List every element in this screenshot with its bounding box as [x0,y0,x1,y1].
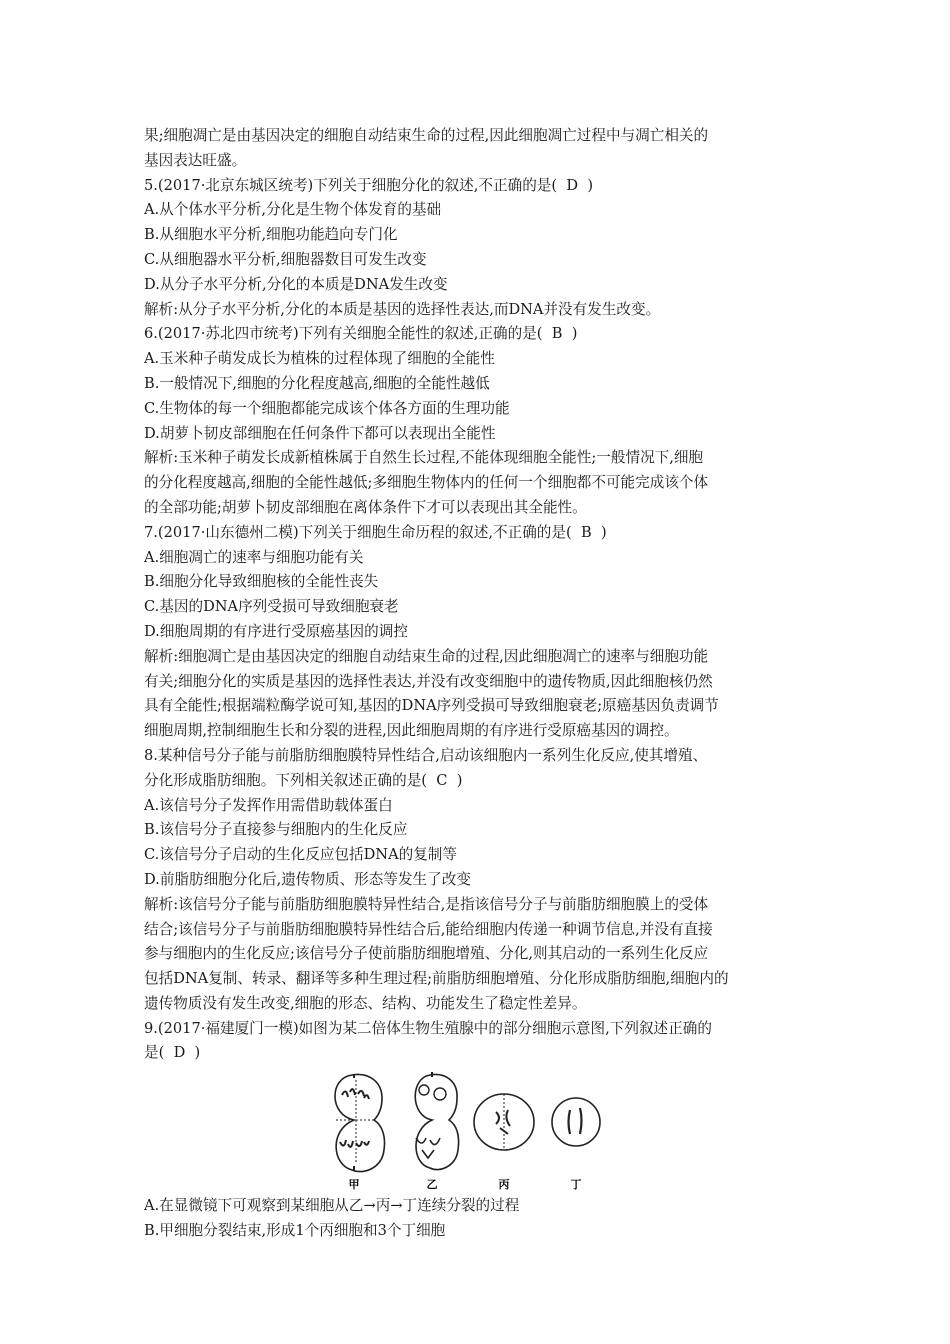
text-line: B.细胞分化导致细胞核的全能性丧失 [144,573,379,591]
text-line: 具有全能性;根据端粒酶学说可知,基因的DNA序列受损可导致细胞衰老;原癌基因负责调节 [144,697,719,715]
figure-label-jia: 甲 [348,1178,360,1192]
text-line: D.前脂肪细胞分化后,遗传物质、形态等发生了改变 [144,870,471,888]
text-line: 解析:该信号分子能与前脂肪细胞膜特异性结合,是指该信号分子与前脂肪细胞膜上的受体 [144,895,709,913]
text-line: 是( D ) [144,1044,201,1062]
cell-yi [415,1072,458,1170]
text-line: 包括DNA复制、转录、翻译等多种生理过程;前脂肪细胞增殖、分化形成脂肪细胞,细胞内的 [144,970,729,988]
text-line: 的分化程度越高,细胞的全能性越低;多细胞生物体内的任何一个细胞都不可能完成该个体 [144,474,709,492]
text-line: 解析:细胞凋亡是由基因决定的细胞自动结束生命的过程,因此细胞凋亡的速率与细胞功能 [144,647,709,665]
figure-label-bing: 丙 [498,1178,510,1192]
text-line: 分化形成脂肪细胞。下列相关叙述正确的是( C ) [144,771,463,789]
text-line: 细胞周期,控制细胞生长和分裂的进程,因此细胞周期的有序进行受原癌基因的调控。 [144,722,679,740]
text-line: D.从分子水平分析,分化的本质是DNA发生改变 [144,275,448,293]
cell-division-figure [144,1070,812,1192]
text-line: 解析:从分子水平分析,分化的本质是基因的选择性表达,而DNA并没有发生改变。 [144,300,661,318]
text-line: A.从个体水平分析,分化是生物个体发育的基础 [144,201,442,219]
text-line: C.基因的DNA序列受损可导致细胞衰老 [144,598,399,616]
text-line: C.从细胞器水平分析,细胞器数目可发生改变 [144,250,427,268]
text-line: 8.某种信号分子能与前脂肪细胞膜特异性结合,启动该细胞内一系列生化反应,使其增殖、 [144,746,708,764]
figure-label-ding: 丁 [570,1178,582,1192]
text-line: A.玉米种子萌发成长为植株的过程体现了细胞的全能性 [144,350,495,368]
text-line: 遗传物质没有发生改变,细胞的形态、结构、功能发生了稳定性差异。 [144,994,587,1012]
text-line: B.该信号分子直接参与细胞内的生化反应 [144,821,408,839]
text-line: 6.(2017·苏北四市统考)下列有关细胞全能性的叙述,正确的是( B ) [144,325,578,343]
text-line: 7.(2017·山东德州二模)下列关于细胞生命历程的叙述,不正确的是( B ) [144,523,607,541]
text-line: B.一般情况下,细胞的分化程度越高,细胞的全能性越低 [144,374,490,392]
text-line: D.细胞周期的有序进行受原癌基因的调控 [144,622,408,640]
question-options-block [144,1194,812,1244]
cell-jia [335,1074,385,1172]
text-line: C.该信号分子启动的生化反应包括DNA的复制等 [144,846,457,864]
text-line: B.从细胞水平分析,细胞功能趋向专门化 [144,226,398,244]
text-line: 解析:玉米种子萌发长成新植株属于自然生长过程,不能体现细胞全能性;一般情况下,细胞 [144,449,704,467]
text-line: A.细胞凋亡的速率与细胞功能有关 [144,548,364,566]
text-line: 果;细胞凋亡是由基因决定的细胞自动结束生命的过程,因此细胞凋亡过程中与凋亡相关的 [144,127,709,144]
question-text-block [144,124,812,1066]
figure-label-yi: 乙 [426,1178,438,1192]
text-line: 结合;该信号分子与前脂肪细胞膜特异性结合后,能给细胞内传递一种调节信息,并没有直接 [144,920,713,938]
text-line: 的全部功能;胡萝卜韧皮部细胞在离体条件下才可以表现出其全能性。 [144,498,587,516]
text-line: D.胡萝卜韧皮部细胞在任何条件下都可以表现出全能性 [144,424,496,442]
cell-diagram [324,1070,624,1192]
text-line: A.该信号分子发挥作用需借助载体蛋白 [144,796,393,814]
text-line: 参与细胞内的生化反应;该信号分子使前脂肪细胞增殖、分化,则其启动的一系列生化反应 [144,945,709,963]
text-line: C.生物体的每一个细胞都能完成该个体各方面的生理功能 [144,399,510,417]
document-page [144,124,812,1244]
text-line: 5.(2017·北京东城区统考)下列关于细胞分化的叙述,不正确的是( D ) [144,176,594,194]
text-line: 有关;细胞分化的实质是基因的选择性表达,并没有改变细胞中的遗传物质,因此细胞核仍然 [144,672,713,690]
text-line: 9.(2017·福建厦门一模)如图为某二倍体生物生殖腺中的部分细胞示意图,下列叙述正确的 [144,1019,712,1037]
cell-bing [474,1094,534,1150]
text-line: 基因表达旺盛。 [144,151,247,169]
cell-ding [552,1098,600,1146]
text-line: B.甲细胞分裂结束,形成1个丙细胞和3个丁细胞 [144,1222,446,1240]
text-line: A.在显微镜下可观察到某细胞从乙→丙→丁连续分裂的过程 [144,1197,520,1215]
